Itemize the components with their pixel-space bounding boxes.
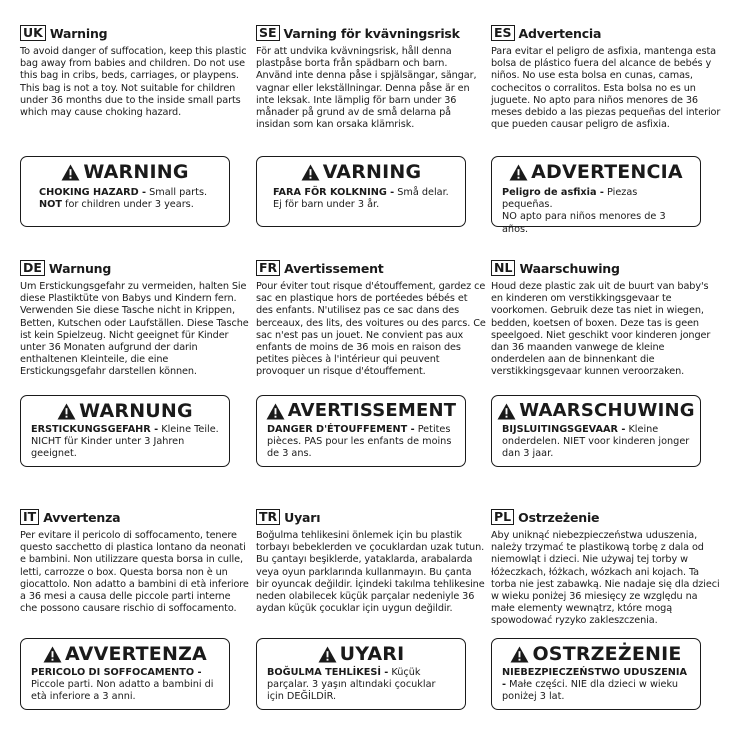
panel-header bbox=[491, 259, 721, 277]
warning-box-text bbox=[267, 424, 455, 461]
warning-box-title-text: WARNUNG bbox=[79, 400, 193, 422]
warning-box-text bbox=[267, 667, 455, 704]
language-code: NL bbox=[491, 260, 515, 276]
hazard-line2: NO apto para niños menores de 3 años. bbox=[502, 211, 666, 235]
warning-box-title-text: UYARI bbox=[339, 643, 405, 665]
panel-pl bbox=[491, 508, 721, 710]
warning-box-title-text: OSTRZEŻENIE bbox=[532, 643, 682, 665]
panel-title: Advertencia bbox=[518, 25, 602, 41]
warning-box-text bbox=[31, 667, 219, 704]
warning-box-title bbox=[502, 642, 690, 666]
warning-triangle-icon bbox=[497, 403, 516, 420]
warning-triangle-icon bbox=[61, 164, 80, 181]
panel-se bbox=[256, 24, 486, 227]
panel-title: Avvertenza bbox=[43, 509, 121, 525]
warning-box bbox=[20, 395, 230, 467]
hazard-label: ERSTICKUNGSGEFAHR - bbox=[31, 424, 159, 435]
warning-box-title bbox=[502, 160, 690, 184]
hazard-detail: Små delar. bbox=[394, 187, 449, 198]
warning-box-title bbox=[502, 399, 695, 423]
hazard-label: BOĞULMA TEHLİKESİ - bbox=[267, 667, 389, 678]
hazard-line2: Ej för barn under 3 år. bbox=[273, 199, 380, 211]
hazard-label: CHOKING HAZARD - bbox=[39, 187, 147, 198]
language-code: FR bbox=[256, 260, 280, 276]
panel-es bbox=[491, 24, 721, 235]
panel-body: Boğulma tehlikesini önlemek için bu plastik torbayı bebeklerden ve çocuklardan uzak tutun. Bu çantayı beşiklerde, yataklarda, arabalarda veya oyun parklarında kullanmayın. Bu çanta bir oyuncak değildir. İçindeki takılma tehlikesine neden olabilecek küçük parçalar nedeniyle 36 aydan küçük çocuklar için uygun değildir. bbox=[256, 530, 485, 615]
warning-triangle-icon bbox=[57, 403, 76, 420]
panel-body: Houd deze plastic zak uit de buurt van baby's en kinderen om verstikkingsgevaar te voorkomen. Gebruik deze tas niet in wiegen, bedden, koetsen of boxen. Deze tas is geen speelgoed. Niet geschikt voor kinderen jonger dan 36 maanden vanwege de kleine onderdelen aan de binnenkant die verstikkingsgevaar kunnen veroorzaken. bbox=[491, 281, 711, 378]
warning-box-text bbox=[502, 424, 690, 461]
language-code: SE bbox=[256, 25, 280, 41]
panel-tr bbox=[256, 508, 486, 710]
language-code: IT bbox=[20, 509, 39, 525]
hazard-label: FARA FÖR KOLKNING - bbox=[273, 187, 395, 198]
hazard-detail: Kleine onderdelen. NIET voor kinderen jonger dan 3 jaar. bbox=[502, 424, 690, 460]
language-code: DE bbox=[20, 260, 45, 276]
hazard-detail: Piezas pequeñas. bbox=[502, 187, 638, 211]
hazard-label: DANGER D'ÉTOUFFEMENT - bbox=[267, 424, 415, 435]
panel-body: Per evitare il pericolo di soffocamento, tenere questo sacchetto di plastica lontano da neonati e bambini. Non utilizzare questa borsa in culle, letti, carrozze o box. Questa borsa non è un giocattolo. Non adatto a bambini di età inferiore a 36 mesi a causa delle piccole parti interne che possono causare rischio di soffocamento. bbox=[20, 530, 249, 615]
language-code: TR bbox=[256, 509, 280, 525]
warning-box bbox=[491, 638, 701, 710]
warning-box-title bbox=[267, 399, 455, 423]
panel-header bbox=[491, 508, 721, 526]
warning-triangle-icon bbox=[509, 164, 528, 181]
panel-it bbox=[20, 508, 250, 710]
panel-title: Warnung bbox=[48, 260, 112, 276]
panel-title: Avertissement bbox=[284, 260, 384, 276]
panel-body: Pour éviter tout risque d'étouffement, gardez ce sac en plastique hors de portéedes bébés et des enfants. N'utilisez pas ce sac dans des berceaux, des lits, des voitures ou des parcs. Ce sac n'est pas un jouet. Ne convient pas aux enfants de moins de 36 mois en raison des petites pièces à l'intérieur qui peuvent provoquer un risque d'étouffement. bbox=[256, 281, 486, 378]
warning-box bbox=[20, 638, 230, 710]
hazard-label: NIEBEZPIECZEŃSTWO UDUSZENIA - bbox=[502, 667, 688, 691]
panel-header bbox=[256, 259, 486, 277]
warning-triangle-icon bbox=[266, 403, 285, 420]
panel-header bbox=[20, 508, 250, 526]
warning-box-title-text: ADVERTENCIA bbox=[531, 161, 683, 183]
warning-triangle-icon bbox=[510, 646, 529, 663]
panel-title: Waarschuwing bbox=[519, 260, 620, 276]
panel-title: Warning bbox=[49, 25, 108, 41]
warning-triangle-icon bbox=[43, 646, 62, 663]
warning-box-title bbox=[267, 160, 455, 184]
warning-box bbox=[20, 156, 230, 227]
language-code: UK bbox=[20, 25, 46, 41]
warning-triangle-icon bbox=[301, 164, 320, 181]
language-code: ES bbox=[491, 25, 515, 41]
hazard-detail: Petites pièces. PAS pour les enfants de moins de 3 ans. bbox=[267, 424, 452, 460]
warning-box-text bbox=[502, 187, 690, 236]
hazard-detail: Piccole parti. Non adatto a bambini di età inferiore a 3 anni. bbox=[31, 679, 214, 703]
warning-box-text bbox=[502, 667, 690, 704]
hazard-line2: NICHT für Kinder unter 3 Jahren geeignet. bbox=[31, 436, 185, 460]
warning-box-title bbox=[31, 399, 219, 423]
hazard-line2-bold: NOT bbox=[39, 199, 62, 211]
warning-box-title bbox=[31, 160, 219, 184]
panel-title: Ostrzeżenie bbox=[518, 509, 600, 525]
panel-header bbox=[20, 259, 250, 277]
warning-box-title bbox=[267, 642, 455, 666]
panel-de bbox=[20, 259, 250, 467]
warning-box-title-text: WARNING bbox=[83, 161, 189, 183]
language-code: PL bbox=[491, 509, 514, 525]
warning-box bbox=[256, 638, 466, 710]
panel-nl bbox=[491, 259, 721, 467]
warning-triangle-icon bbox=[318, 646, 337, 663]
warning-box-title-text: AVVERTENZA bbox=[65, 643, 207, 665]
panel-header bbox=[491, 24, 721, 42]
warning-box-text bbox=[267, 187, 455, 211]
panel-body: Para evitar el peligro de asfixia, mantenga esta bolsa de plástico fuera del alcance de bebés y niños. No use esta bolsa en cunas, camas, cochecitos o corralitos. Esta bolsa no es un juguete. No apto para niños menores de 36 meses debido a las piezas pequeñas del interior que pueden causar peligro de asfixia. bbox=[491, 46, 721, 131]
hazard-detail: Kleine Teile. bbox=[158, 424, 219, 435]
panel-body: Aby uniknąć niebezpieczeństwa uduszenia, należy trzymać te plastikową torbę z dala od niemowląt i dzieci. Nie używaj tej torby w łóżeczkach, łóżkach, wózkach ani kojach. Ta torba nie jest zabawką. Nie nadaje się dla dzieci w wieku poniżej 36 miesięcy ze względu na małe elementy wewnątrz, które mogą spowodować ryzyko zakleszczenia. bbox=[491, 530, 720, 627]
panel-uk bbox=[20, 24, 250, 227]
warning-box bbox=[256, 156, 466, 227]
warning-box-text bbox=[31, 424, 219, 461]
hazard-detail: Küçük parçalar. 3 yaşın altındaki çocuklar için DEĞİLDİR. bbox=[267, 667, 436, 703]
warning-box-title-text: VARNING bbox=[322, 161, 422, 183]
panel-body: Um Erstickungsgefahr zu vermeiden, halten Sie diese Plastiktüte von Babys und Kindern fern. Verwenden Sie diese Tasche nicht in Krippen, Betten, Kutschen oder Laufställen. Diese Tasche ist kein Spielzeug. Nicht geeignet für Kinder unter 36 Monaten aufgrund der darin enthaltenen Kleinteile, die eine Erstickungsgefahr darstellen können. bbox=[20, 281, 249, 378]
warning-box bbox=[256, 395, 466, 467]
panel-body: To avoid danger of suffocation, keep this plastic bag away from babies and children. Do not use this bag in cribs, beds, carriages, or playpens. This bag is not a toy. Not suitable for children under 36 months due to the inside small parts which may cause choking hazard. bbox=[20, 46, 247, 119]
panel-header bbox=[256, 24, 486, 42]
warning-box-title-text: AVERTISSEMENT bbox=[287, 400, 457, 421]
panel-title: Uyarı bbox=[284, 509, 321, 525]
warning-box-title bbox=[31, 642, 219, 666]
panel-body: För att undvika kvävningsrisk, håll denna plastpåse borta från spädbarn och barn. Använd inte denna påse i spjälsängar, sängar, vagnar eller lekställningar. Denna påse är en inte leksak. Inte lämplig för barn under 36 månader på grund av de små delarna på insidan som kan orsaka klämrisk. bbox=[256, 46, 477, 131]
warning-box bbox=[491, 156, 701, 235]
panel-header bbox=[20, 24, 250, 42]
hazard-label: BIJSLUITINGSGEVAAR - bbox=[502, 424, 626, 435]
warning-box-title-text: WAARSCHUWING bbox=[519, 400, 695, 421]
hazard-label: Peligro de asfixia - bbox=[502, 187, 604, 198]
warning-box bbox=[491, 395, 701, 467]
panel-fr bbox=[256, 259, 486, 467]
hazard-label: PERICOLO DI SOFFOCAMENTO - bbox=[31, 667, 202, 678]
hazard-line2: for children under 3 years. bbox=[61, 199, 194, 211]
warning-box-text bbox=[31, 187, 219, 211]
panel-header bbox=[256, 508, 486, 526]
panel-title: Varning för kvävningsrisk bbox=[283, 25, 460, 41]
hazard-detail: Small parts. bbox=[146, 187, 208, 198]
hazard-detail: Małe części. NIE dla dzieci w wieku poniżej 3 lat. bbox=[502, 679, 678, 703]
